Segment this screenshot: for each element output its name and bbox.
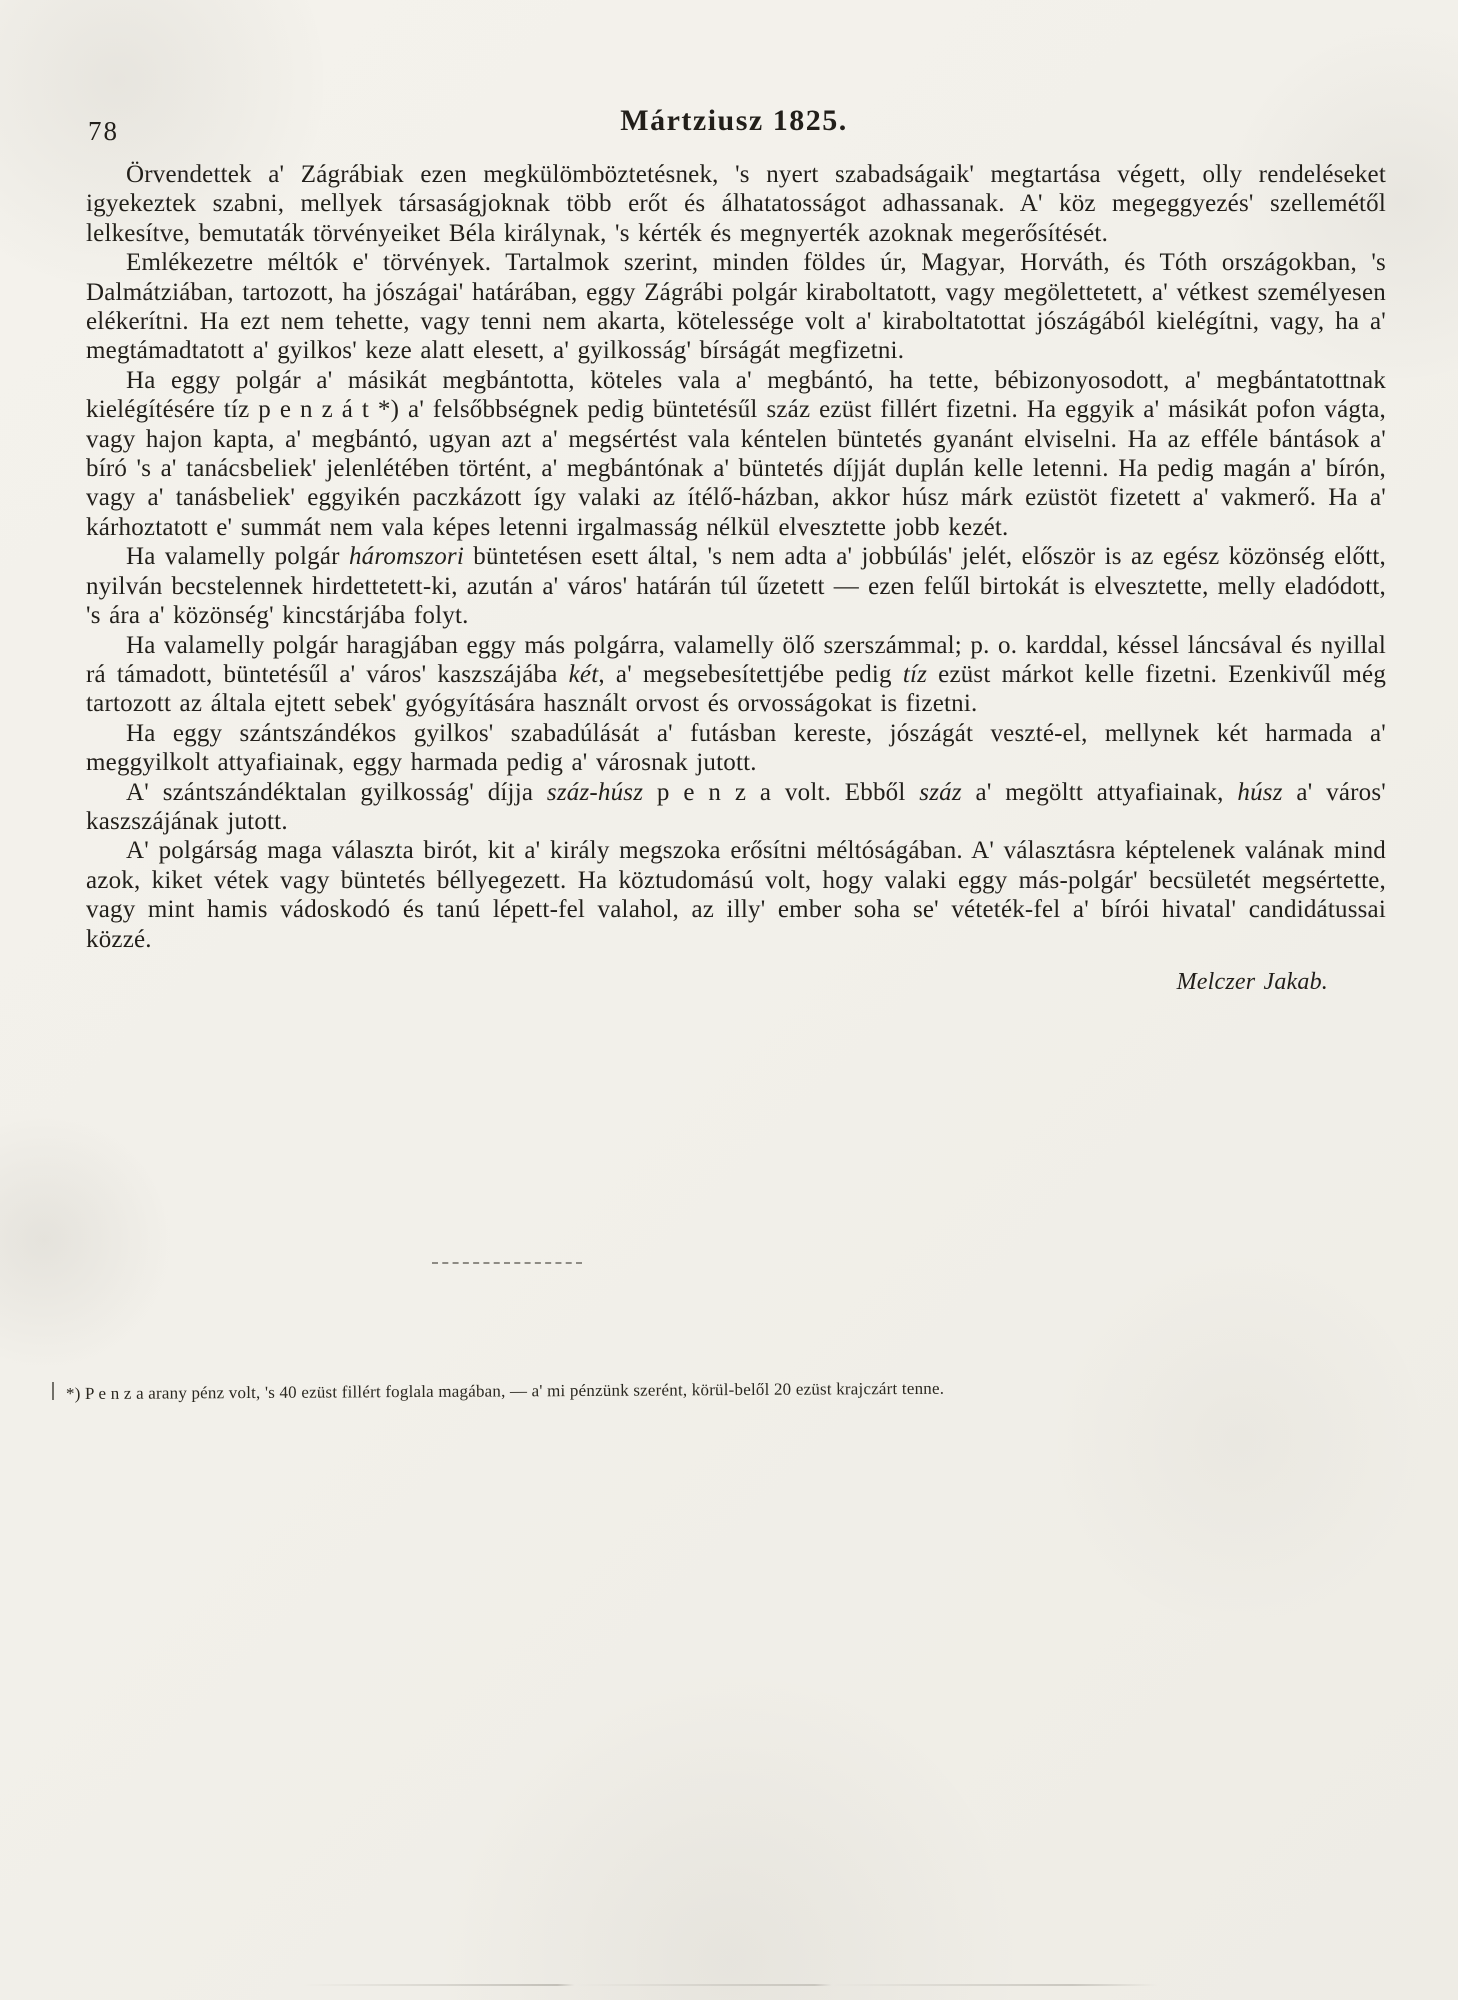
paragraph <box>86 160 1386 248</box>
footnote: *) P e n z a arany pénz volt, 's 40 ezüst fillért foglala magában, — a' mi pénzünk szerént, körül-belől 20 ezüst krajczárt tenne. <box>65 1378 945 1404</box>
author-signature: Melczer Jakab. <box>1176 968 1328 995</box>
text-segment: Ha eggy szántszándékos gyilkos' szabadúlását a' futásban kereste, jószágát veszté-el, mellynek két harmada a' meggyilkolt attyafiainak, eggy harmada pedig a' városnak jutott. <box>86 719 1386 777</box>
text-segment: A' szántszándéktalan gyilkosság' díjja <box>126 778 547 806</box>
page-title: Mártziusz 1825. <box>620 104 848 137</box>
text-segment: , a' megsebesítettjébe pedig <box>598 660 903 688</box>
paragraph <box>86 778 1386 837</box>
text-segment: a' város' kaszszájának jutott. <box>86 778 1386 835</box>
paragraph <box>86 366 1386 542</box>
scan-artifact-bar <box>52 1382 54 1400</box>
page-number: 78 <box>88 116 119 146</box>
text-segment: a' megöltt attyafiainak, <box>961 778 1238 806</box>
paragraph <box>86 836 1386 954</box>
text-segment: ezüst márkot kelle fizetni. Ezenkivűl még tartozott az általa ejtett sebek' gyógyítására használt orvost és orvosságokat is fizetni. <box>86 660 1387 718</box>
paragraph <box>86 248 1386 366</box>
emphasized-text: száz-húsz <box>546 778 644 806</box>
text-segment: p e n z a volt. Ebből <box>643 778 920 806</box>
text-segment: Ha valamelly polgár <box>126 543 349 571</box>
text-segment: Ha valamelly polgár haragjában eggy más polgárra, valamelly ölő szerszámmal; p. o. karddal, késsel láncsával és nyillal rá támadott, büntetésűl a' város' kaszszájába <box>86 631 1386 688</box>
page-header <box>80 100 1388 156</box>
text-segment: büntetésen esett által, 's nem adta a' jobbúlás' jelét, először is az egész közönség előtt, nyilván becstelennek hirdettetett-ki, azután a' város' határán túl űzetett — ezen felűl birtokát is elvesztette, melly eladódott, 's ára a' közönség' kincstárjába folyt. <box>86 543 1386 630</box>
emphasized-text: két <box>568 660 599 688</box>
text-segment: A' polgárság maga választa birót, kit a' király megszoka erősítni méltóságában. A' választásra képtelenek valának mind azok, kiket vétek vagy büntetés béllyegezett. Ha köztudomású volt, hogy valaki eggy más-polgár' becsületét megsértette, vagy mint hamis vádoskodó és tanú lépett-fel valahol, az illy' ember soha se' véteték-fel a' bírói hivatal' candidátussai közzé. <box>86 837 1386 953</box>
emphasized-text: háromszori <box>348 543 464 571</box>
emphasized-text: tíz <box>902 660 928 688</box>
paragraph <box>86 719 1386 778</box>
text-segment: Emlékezetre méltók e' törvények. Tartalmok szerint, minden földes úr, Magyar, Horváth, és Tóth országokban, 's Dalmátziában, tartozott, ha jószágai' határában, eggy Zágrábi polgár kiraboltatott, vagy megölettetett, a' vétkest személyesen elékerítni. Ha ezt nem tehette, vagy tenni nem akarta, kötelessége volt a' kiraboltatottat jószágából kielégítni, vagy, ha a' megtámadtatott a' gyilkos' keze alatt elesett, a' gyilkosság' bírságát megfizetni. <box>86 249 1386 365</box>
scan-artifact-specks <box>300 1984 1158 1986</box>
scan-artifact-dash-line <box>432 1262 582 1264</box>
emphasized-text: húsz <box>1237 778 1283 806</box>
paragraph <box>86 631 1386 719</box>
body-text <box>86 160 1386 997</box>
emphasized-text: száz <box>919 778 962 806</box>
text-segment: Ha eggy polgár a' másikát megbántotta, köteles vala a' megbántó, ha tette, bébizonyosodott, a' megbántatottnak kielégítésére tíz p e n z á t *) a' felsőbbségnek pedig büntetésűl száz ezüst fillért fizetni. Ha eggyik a' másikát pofon vágta, vagy hajon kapta, a' megbántó, ugyan azt a' megsértést vala kéntelen büntetés gyanánt elviselni. Ha az efféle bántások a' bíró 's a' tanácsbeliek' jelenlétében történt, a' megbántónak a' büntetés díjját duplán kelle letenni. Ha pedig magán a' bírón, vagy a' tanásbeliek' eggyikén paczkázott így valaki az ítélő-házban, akkor húsz márk ezüstöt fizetett a' vakmerő. Ha a' kárhoztatott e' summát nem vala képes letenni irgalmasság nélkül elvesztette jobb kezét. <box>86 366 1386 541</box>
text-segment: Örvendettek a' Zágrábiak ezen megkülömböztetésnek, 's nyert szabadságaik' megtartása végett, olly rendeléseket igyekeztek szabni, mellyek társaságjoknak több erőt és álhatatosságot adhassanak. A' köz megeggyezés' szellemétől lelkesítve, bemutaták törvényeiket Béla királynak, 's kérték és megnyerték azoknak megerősítését. <box>86 161 1386 247</box>
paragraph <box>86 542 1386 630</box>
